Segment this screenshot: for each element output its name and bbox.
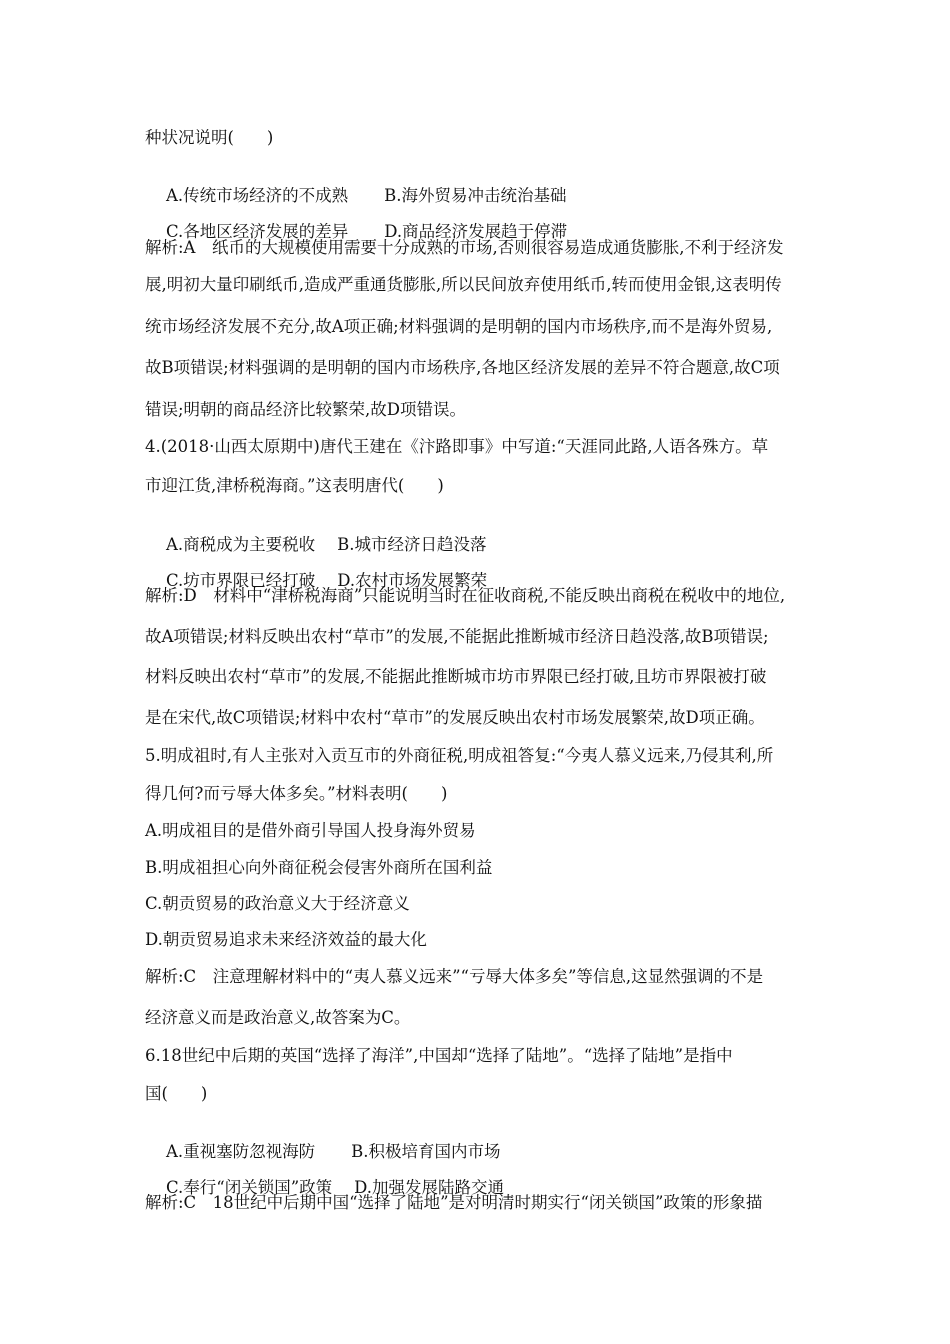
question-4-analysis-line: 是在宋代,故C项错误;材料中农村“草市”的发展反映出农村市场发展繁荣,故D项正确。 [145, 708, 765, 727]
option-a: A.明成祖目的是借外商引导国人投身海外贸易 [145, 821, 476, 840]
option-b: B.明成祖担心向外商征税会侵害外商所在国利益 [145, 858, 493, 877]
question-4-analysis-line: 解析:D 材料中“津桥税海商”只能说明当时在征收商税,不能反映出商税在税收中的地位, [145, 586, 786, 605]
option-b: B.积极培育国内市场 [351, 1142, 501, 1161]
question-3-analysis-line: 统市场经济发展不充分,故A项正确;材料强调的是明朝的国内市场秩序,而不是海外贸易, [145, 317, 773, 336]
option-a: A.商税成为主要税收 [165, 535, 316, 554]
question-3-analysis-line: 解析:A 纸币的大规模使用需要十分成熟的市场,否则很容易造成通货膨胀,不利于经济发 [145, 238, 784, 257]
question-6-stem: 国( ) [145, 1084, 208, 1103]
question-5-stem: 得几何?而亏辱大体多矣。”材料表明( ) [145, 784, 448, 803]
option-c: C.各地区经济发展的差异 [165, 222, 349, 241]
question-3-analysis-line: 错误;明朝的商品经济比较繁荣,故D项错误。 [145, 400, 467, 419]
question-4-stem: 市迎江货,津桥税海商。”这表明唐代( ) [145, 476, 444, 495]
option-b: B.城市经济日趋没落 [337, 535, 487, 554]
question-6-analysis-line: 解析:C 18世纪中后期中国“选择了陆地”是对明清时期实行“闭关锁国”政策的形象描 [145, 1193, 763, 1212]
option-c: C.朝贡贸易的政治意义大于经济意义 [145, 894, 410, 913]
question-3-stem-tail: 种状况说明( ) [145, 128, 274, 147]
question-4-analysis-line: 材料反映出农村“草市”的发展,不能据此推断城市坊市界限已经打破,且坊市界限被打破 [145, 667, 767, 686]
question-5-stem: 5.明成祖时,有人主张对入贡互市的外商征税,明成祖答复:“今夷人慕义远来,乃侵其利,所 [145, 746, 774, 765]
option-a: A.重视塞防忽视海防 [165, 1142, 316, 1161]
question-4-stem: 4.(2018·山西太原期中)唐代王建在《汴路即事》中写道:“天涯同此路,人语各殊方。草 [145, 437, 769, 456]
option-d: D.加强发展陆路交通 [354, 1178, 505, 1197]
question-5-analysis-line: 解析:C 注意理解材料中的“夷人慕义远来”“亏辱大体多矣”等信息,这显然强调的不是 [145, 967, 764, 986]
option-c: C.坊市界限已经打破 [165, 571, 316, 590]
question-3-analysis-line: 故B项错误;材料强调的是明朝的国内市场秩序,各地区经济发展的差异不符合题意,故C项 [145, 358, 780, 377]
option-b: B.海外贸易冲击统治基础 [384, 186, 567, 205]
option-a: A.传统市场经济的不成熟 [165, 186, 349, 205]
option-d: D.商品经济发展趋于停滞 [384, 222, 568, 241]
option-c: C.奉行“闭关锁国”政策 [165, 1178, 333, 1197]
question-5-analysis-line: 经济意义而是政治意义,故答案为C。 [145, 1008, 411, 1027]
question-3-analysis-line: 展,明初大量印刷纸币,造成严重通货膨胀,所以民间放弃使用纸币,转而使用金银,这表明传 [145, 275, 782, 294]
option-d: D.农村市场发展繁荣 [337, 571, 488, 590]
question-4-analysis-line: 故A项错误;材料反映出农村“草市”的发展,不能据此推断城市经济日趋没落,故B项错误; [145, 627, 769, 646]
option-d: D.朝贡贸易追求未来经济效益的最大化 [145, 930, 427, 949]
question-6-stem: 6.18世纪中后期的英国“选择了海洋”,中国却“选择了陆地”。“选择了陆地”是指中 [145, 1046, 733, 1065]
